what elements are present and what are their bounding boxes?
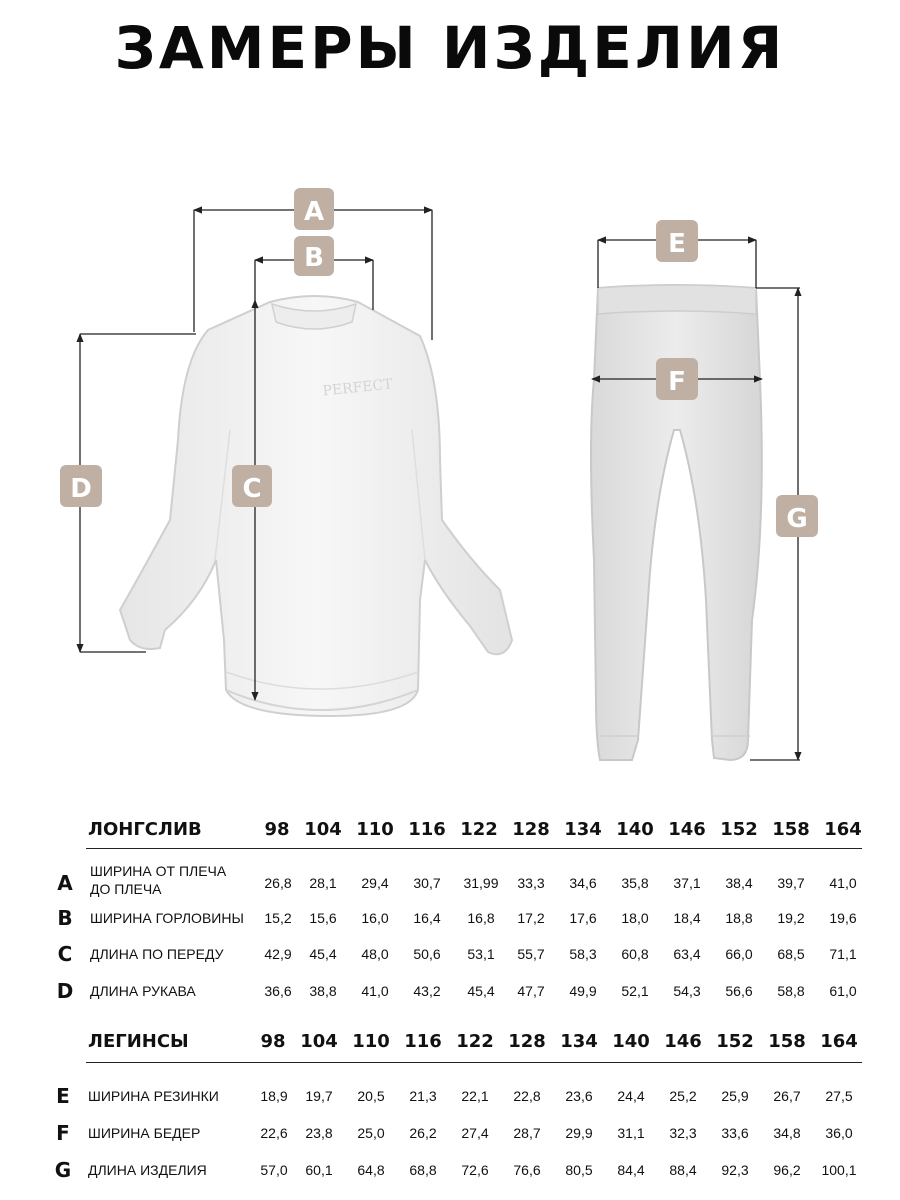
value-cell: 33,6 xyxy=(721,1125,749,1141)
value-cell: 54,3 xyxy=(673,983,701,999)
leggings-header-row xyxy=(0,1027,900,1057)
value-cell: 19,2 xyxy=(777,910,805,926)
value-cell: 37,1 xyxy=(673,875,701,891)
tag-f xyxy=(656,358,698,400)
leggings-title: ЛЕГИНСЫ xyxy=(88,1031,189,1052)
value-cell: 15,2 xyxy=(264,910,292,926)
value-cell: 56,6 xyxy=(725,983,753,999)
value-cell: 24,4 xyxy=(617,1088,645,1104)
value-cell: 23,6 xyxy=(565,1088,593,1104)
value-cell: 26,7 xyxy=(773,1088,801,1104)
value-cell: 41,0 xyxy=(829,875,857,891)
value-cell: 45,4 xyxy=(467,983,495,999)
value-cell: 58,3 xyxy=(569,946,597,962)
value-cell: 68,5 xyxy=(777,946,805,962)
value-cell: 68,8 xyxy=(409,1162,437,1178)
value-cell: 27,5 xyxy=(825,1088,853,1104)
table-row xyxy=(0,976,900,1006)
value-cell: 22,1 xyxy=(461,1088,489,1104)
value-cell: 35,8 xyxy=(621,875,649,891)
svg-text:D: D xyxy=(70,474,92,504)
svg-text:G: G xyxy=(786,504,808,534)
size-header: 134 xyxy=(560,1031,598,1052)
value-cell: 41,0 xyxy=(361,983,389,999)
value-cell: 28,1 xyxy=(309,875,337,891)
svg-text:C: C xyxy=(242,474,262,504)
row-label: ШИРИНА ОТ ПЛЕЧА ДО ПЛЕЧА xyxy=(90,863,227,897)
size-header: 146 xyxy=(668,819,706,840)
row-label: ДЛИНА РУКАВА xyxy=(90,983,196,999)
value-cell: 21,3 xyxy=(409,1088,437,1104)
size-header: 158 xyxy=(768,1031,806,1052)
value-cell: 17,6 xyxy=(569,910,597,926)
value-cell: 47,7 xyxy=(517,983,545,999)
size-header: 116 xyxy=(408,819,446,840)
value-cell: 19,7 xyxy=(305,1088,333,1104)
value-cell: 88,4 xyxy=(669,1162,697,1178)
table-row xyxy=(0,1118,900,1148)
table-row xyxy=(0,903,900,933)
value-cell: 31,1 xyxy=(617,1125,645,1141)
size-header: 164 xyxy=(820,1031,858,1052)
row-letter: D xyxy=(56,979,74,1003)
value-cell: 84,4 xyxy=(617,1162,645,1178)
svg-text:B: B xyxy=(304,243,324,273)
value-cell: 71,1 xyxy=(829,946,857,962)
value-cell: 34,8 xyxy=(773,1125,801,1141)
size-header: 146 xyxy=(664,1031,702,1052)
row-letter: F xyxy=(56,1121,70,1145)
size-header: 128 xyxy=(512,819,550,840)
page-title: ЗАМЕРЫ ИЗДЕЛИЯ xyxy=(114,14,786,82)
value-cell: 48,0 xyxy=(361,946,389,962)
size-header: 98 xyxy=(260,1031,286,1052)
tag-e xyxy=(656,220,698,262)
size-header: 134 xyxy=(564,819,602,840)
value-cell: 32,3 xyxy=(669,1125,697,1141)
value-cell: 66,0 xyxy=(725,946,753,962)
size-header: 98 xyxy=(264,819,290,840)
value-cell: 27,4 xyxy=(461,1125,489,1141)
size-header: 116 xyxy=(404,1031,442,1052)
size-header: 110 xyxy=(352,1031,390,1052)
size-header: 152 xyxy=(720,819,758,840)
row-letter: E xyxy=(56,1084,70,1108)
value-cell: 60,8 xyxy=(621,946,649,962)
value-cell: 30,7 xyxy=(413,875,441,891)
value-cell: 100,1 xyxy=(821,1162,857,1178)
value-cell: 33,3 xyxy=(517,875,545,891)
value-cell: 55,7 xyxy=(517,946,545,962)
value-cell: 57,0 xyxy=(260,1162,288,1178)
value-cell: 60,1 xyxy=(305,1162,333,1178)
row-label: ДЛИНА ПО ПЕРЕДУ xyxy=(90,946,224,962)
tag-g xyxy=(776,495,818,537)
svg-text:A: A xyxy=(303,197,325,227)
value-cell: 18,0 xyxy=(621,910,649,926)
value-cell: 17,2 xyxy=(517,910,545,926)
table-row xyxy=(0,939,900,969)
value-cell: 22,8 xyxy=(513,1088,541,1104)
table-row xyxy=(0,1081,900,1111)
value-cell: 76,6 xyxy=(513,1162,541,1178)
value-cell: 22,6 xyxy=(260,1125,288,1141)
value-cell: 39,7 xyxy=(777,875,805,891)
value-cell: 16,0 xyxy=(361,910,389,926)
value-cell: 16,8 xyxy=(467,910,495,926)
tag-a xyxy=(294,188,334,230)
value-cell: 31,99 xyxy=(463,875,499,891)
value-cell: 58,8 xyxy=(777,983,805,999)
longsleeve-title: ЛОНГСЛИВ xyxy=(88,819,202,840)
svg-text:E: E xyxy=(668,229,686,259)
row-label: ШИРИНА БЕДЕР xyxy=(88,1125,201,1141)
size-header: 110 xyxy=(356,819,394,840)
value-cell: 26,2 xyxy=(409,1125,437,1141)
shirt-print: PERFECT xyxy=(321,376,394,400)
value-cell: 25,0 xyxy=(357,1125,385,1141)
size-header: 140 xyxy=(612,1031,650,1052)
size-header: 152 xyxy=(716,1031,754,1052)
value-cell: 34,6 xyxy=(569,875,597,891)
value-cell: 64,8 xyxy=(357,1162,385,1178)
value-cell: 45,4 xyxy=(309,946,337,962)
value-cell: 18,4 xyxy=(673,910,701,926)
value-cell: 49,9 xyxy=(569,983,597,999)
value-cell: 36,6 xyxy=(264,983,292,999)
table-row xyxy=(0,1155,900,1185)
value-cell: 15,6 xyxy=(309,910,337,926)
row-label: ШИРИНА ГОРЛОВИНЫ xyxy=(90,910,244,926)
value-cell: 43,2 xyxy=(413,983,441,999)
value-cell: 28,7 xyxy=(513,1125,541,1141)
value-cell: 25,9 xyxy=(721,1088,749,1104)
row-letter: G xyxy=(54,1158,72,1182)
row-letter: B xyxy=(57,906,73,930)
value-cell: 92,3 xyxy=(721,1162,749,1178)
value-cell: 52,1 xyxy=(621,983,649,999)
value-cell: 16,4 xyxy=(413,910,441,926)
size-header: 164 xyxy=(824,819,862,840)
value-cell: 38,4 xyxy=(725,875,753,891)
value-cell: 29,9 xyxy=(565,1125,593,1141)
tag-b xyxy=(294,236,334,276)
divider xyxy=(86,1062,862,1063)
row-label: ДЛИНА ИЗДЕЛИЯ xyxy=(88,1162,207,1178)
value-cell: 80,5 xyxy=(565,1162,593,1178)
size-header: 122 xyxy=(460,819,498,840)
row-letter: A xyxy=(57,871,73,895)
size-header: 122 xyxy=(456,1031,494,1052)
value-cell: 53,1 xyxy=(467,946,495,962)
size-header: 104 xyxy=(304,819,342,840)
size-header: 128 xyxy=(508,1031,546,1052)
value-cell: 42,9 xyxy=(264,946,292,962)
value-cell: 38,8 xyxy=(309,983,337,999)
value-cell: 96,2 xyxy=(773,1162,801,1178)
divider xyxy=(86,848,862,849)
value-cell: 19,6 xyxy=(829,910,857,926)
value-cell: 63,4 xyxy=(673,946,701,962)
row-label: ШИРИНА РЕЗИНКИ xyxy=(88,1088,219,1104)
value-cell: 18,9 xyxy=(260,1088,288,1104)
value-cell: 26,8 xyxy=(264,875,292,891)
size-header: 104 xyxy=(300,1031,338,1052)
value-cell: 25,2 xyxy=(669,1088,697,1104)
value-cell: 36,0 xyxy=(825,1125,853,1141)
value-cell: 18,8 xyxy=(725,910,753,926)
row-letter: C xyxy=(57,942,73,966)
longsleeve-illustration xyxy=(120,296,512,716)
longsleeve-header-row xyxy=(0,815,900,845)
size-header: 158 xyxy=(772,819,810,840)
value-cell: 20,5 xyxy=(357,1088,385,1104)
svg-text:F: F xyxy=(668,367,686,397)
tag-d xyxy=(60,465,102,507)
leggings-illustration xyxy=(591,285,762,760)
tag-c xyxy=(232,465,272,507)
table-row xyxy=(0,863,900,898)
value-cell: 72,6 xyxy=(461,1162,489,1178)
value-cell: 23,8 xyxy=(305,1125,333,1141)
value-cell: 29,4 xyxy=(361,875,389,891)
value-cell: 61,0 xyxy=(829,983,857,999)
size-header: 140 xyxy=(616,819,654,840)
value-cell: 50,6 xyxy=(413,946,441,962)
